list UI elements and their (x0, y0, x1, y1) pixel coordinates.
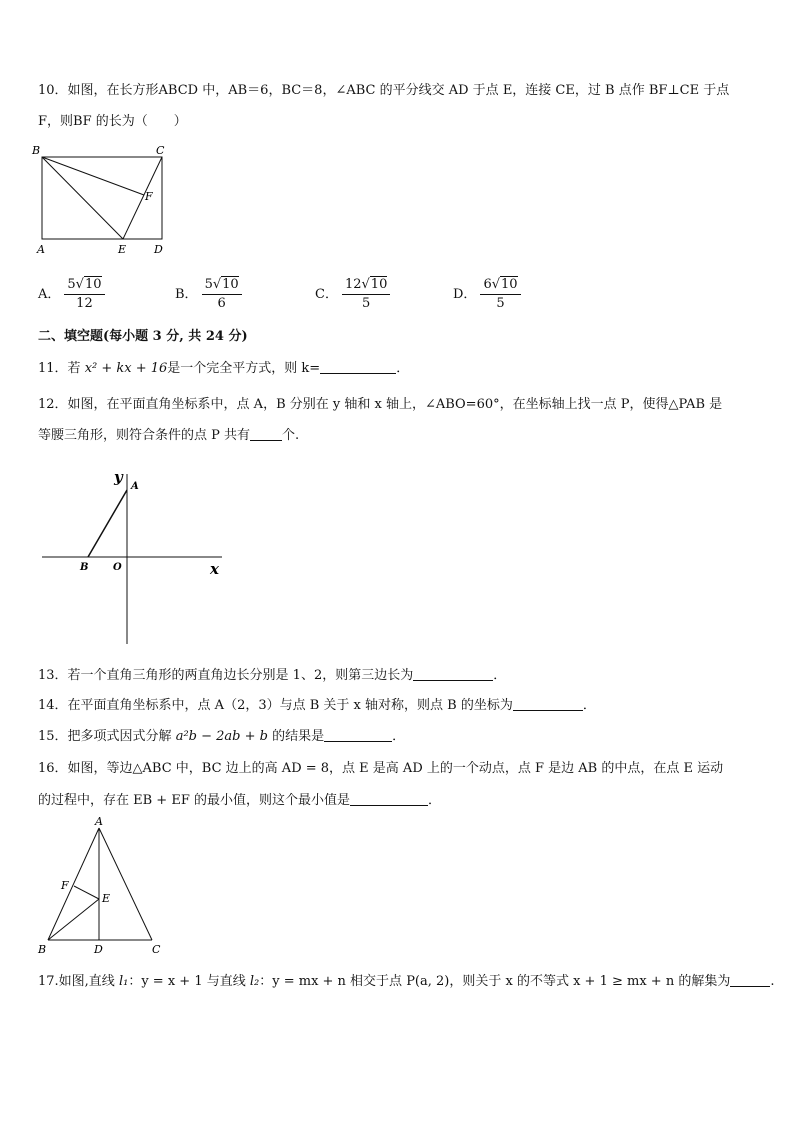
q14: 14．在平面直角坐标系中，点 A（2，3）与点 B 关于 x 轴对称，则点 B 的坐标为 ． (38, 698, 596, 713)
label-o: O (113, 562, 122, 573)
label-y: y (114, 468, 123, 486)
label-a: A (37, 243, 45, 256)
q15-expression: a²b − 2ab + b (175, 729, 268, 744)
label-e: E (102, 892, 111, 905)
q10-option-b: B． $\frac{5√10}{6}$ (175, 275, 242, 315)
label-f: F (61, 879, 69, 892)
label-e: E (118, 243, 127, 256)
side-ac (99, 828, 152, 940)
label-c: C (152, 943, 161, 956)
label-a: A (131, 481, 139, 492)
q17-line-l1: l₁ (118, 974, 129, 989)
q16-triangle-figure (34, 814, 174, 958)
q14-answer-blank[interactable] (513, 697, 583, 711)
q12-coordinate-figure (40, 466, 230, 648)
q10-line2: F，则BF 的长为（ ） (38, 114, 187, 129)
q11-answer-blank[interactable] (320, 360, 396, 374)
segment-be (48, 899, 99, 940)
q16-line2: 的过程中，存在 EB + EF 的最小值，则这个最小值是 ． (38, 793, 441, 808)
q12-line2: 等腰三角形，则符合条件的点 P 共有 个. (38, 428, 300, 443)
label-b: B (32, 144, 41, 157)
label-b: B (38, 943, 47, 956)
q10-option-a: A． $\frac{5√10}{12}$ (38, 275, 105, 315)
q15-answer-blank[interactable] (324, 728, 392, 742)
label-x: x (210, 560, 219, 578)
segment-ce (123, 157, 162, 239)
q13-answer-blank[interactable] (413, 667, 493, 681)
label-d: D (94, 943, 103, 956)
q10-rectangle-figure (30, 142, 180, 260)
q13: 13．若一个直角三角形的两直角边长分别是 1、2，则第三边长为 ． (38, 668, 507, 683)
q16-answer-blank[interactable] (350, 792, 428, 806)
label-b: B (80, 562, 89, 573)
q17-line-l2: l₂ (249, 974, 260, 989)
q10-line1: 10．如图，在长方形ABCD 中，AB＝6，BC＝8，∠ABC 的平分线交 AD 于点 E，连接 CE，过 B 点作 BF⊥CE 于点 (38, 83, 730, 98)
q10-option-d: D． $\frac{6√10}{5}$ (453, 275, 521, 315)
section-heading: 二、填空题(每小题 3 分, 共 24 分) (38, 329, 248, 344)
q11: 11．若 x² + kx + 16是一个完全平方式，则 k= ． (38, 361, 410, 376)
segment-bf (42, 157, 144, 195)
rect-abcd (42, 157, 162, 239)
label-c: C (156, 144, 165, 157)
q16-line1: 16．如图，等边△ABC 中，BC 边上的高 AD = 8，点 E 是高 AD 上的一个动点，点 F 是边 AB 的中点，在点 E 运动 (38, 761, 724, 776)
q15: 15．把多项式因式分解 a²b − 2ab + b 的结果是 ． (38, 729, 406, 744)
segment-be (42, 157, 123, 239)
q17-answer-blank[interactable] (730, 973, 770, 987)
label-d: D (154, 243, 163, 256)
side-ab (48, 828, 99, 940)
label-f: F (145, 190, 153, 203)
q12-answer-blank[interactable] (250, 427, 282, 441)
q10-option-c: C． $\frac{12√10}{5}$ (315, 275, 390, 315)
segment-fe (74, 886, 99, 899)
label-a: A (95, 815, 103, 828)
q11-expression: x² + kx + 16 (84, 361, 168, 376)
segment-ab (88, 490, 127, 557)
q12-line1: 12．如图，在平面直角坐标系中，点 A，B 分别在 y 轴和 x 轴上，∠ABO=60°，在坐标轴上找一点 P，使得△PAB 是 (38, 397, 723, 412)
q17: 17.如图,直线 l₁：y = x + 1 与直线 l₂：y = mx + n 相交于点 P(a, 2)，则关于 x 的不等式 x + 1 ≥ mx + n 的解集为 . (38, 974, 775, 989)
